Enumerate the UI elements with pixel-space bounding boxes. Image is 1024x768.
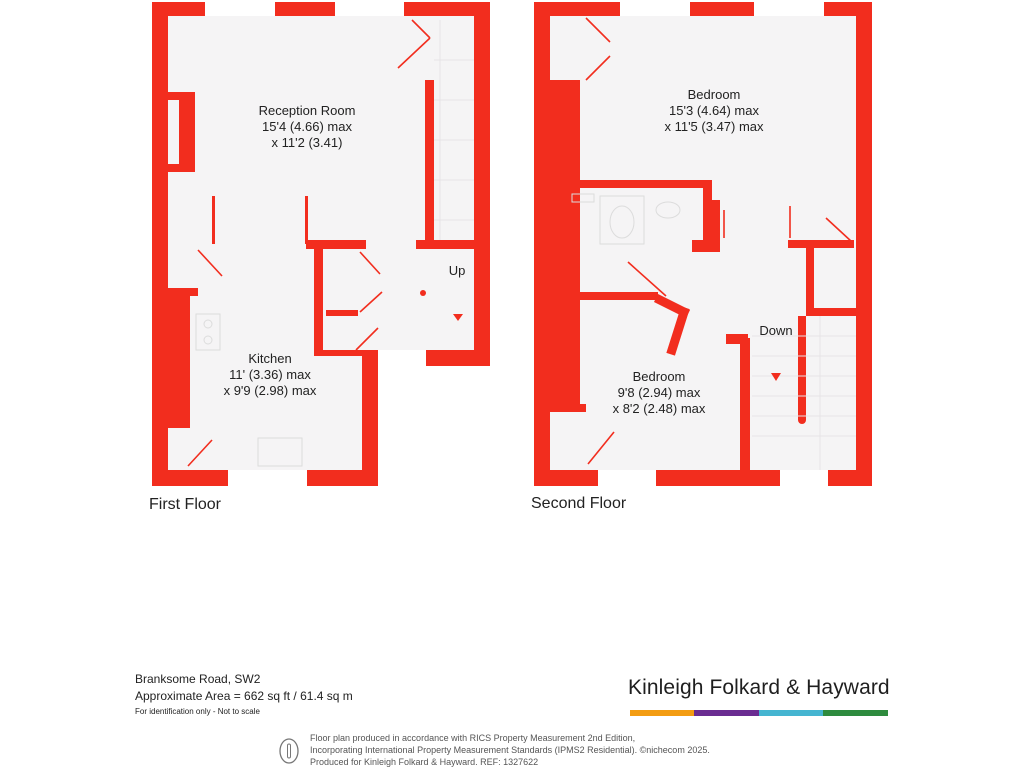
kitchen-dim2: x 9'9 (2.98) max (223, 383, 317, 398)
second-floor-down-label: Down (759, 323, 793, 338)
footer-line-3: Produced for Kinleigh Folkard & Hayward. REF: 1327622 (310, 757, 539, 767)
reception-room-name: Reception Room (258, 103, 356, 118)
bedroom-2-label (594, 369, 724, 417)
bedroom-2-dim1: 9'8 (2.94) max (617, 385, 701, 400)
brand-bar-purple (694, 710, 759, 716)
bedroom-2-dim2: x 8'2 (2.48) max (612, 401, 706, 416)
first-floor-up-label: Up (448, 263, 466, 278)
first-floor-title: First Floor (149, 496, 221, 513)
nichecom-logo-icon (278, 737, 300, 765)
bedroom-2-name: Bedroom (632, 369, 686, 384)
reception-room-dim2: x 11'2 (3.41) (271, 135, 343, 150)
property-address: Branksome Road, SW2 (135, 672, 261, 686)
kitchen-label (205, 351, 335, 399)
kitchen-name: Kitchen (248, 351, 292, 366)
stair-newel-dot (798, 416, 806, 424)
kitchen-dim1: 11' (3.36) max (229, 367, 311, 382)
reception-room-label (232, 103, 382, 151)
first-floor-plan (152, 2, 490, 486)
property-disclaimer: For identification only - Not to scale (135, 707, 260, 716)
reception-room-dim1: 15'4 (4.66) max (262, 119, 352, 134)
footer-line-2: Incorporating International Property Measurement Standards (IPMS2 Residential). ©nichecom 2025. (310, 745, 710, 755)
brand-bar-orange (630, 710, 694, 716)
bedroom-1-dim2: x 11'5 (3.47) max (664, 119, 764, 134)
brand-name: Kinleigh Folkard & Hayward (628, 676, 890, 699)
bedroom-1-label (644, 87, 784, 135)
bedroom-1-dim1: 15'3 (4.64) max (669, 103, 759, 118)
brand-bar-blue (759, 710, 823, 716)
footer-note (310, 732, 710, 768)
brand-bar-green (823, 710, 888, 716)
bedroom-1-name: Bedroom (687, 87, 741, 102)
footer-line-1: Floor plan produced in accordance with RICS Property Measurement 2nd Edition, (310, 733, 636, 743)
property-area: Approximate Area = 662 sq ft / 61.4 sq m (135, 689, 353, 703)
stair-newel-dot (420, 290, 426, 296)
second-floor-title: Second Floor (531, 495, 627, 512)
